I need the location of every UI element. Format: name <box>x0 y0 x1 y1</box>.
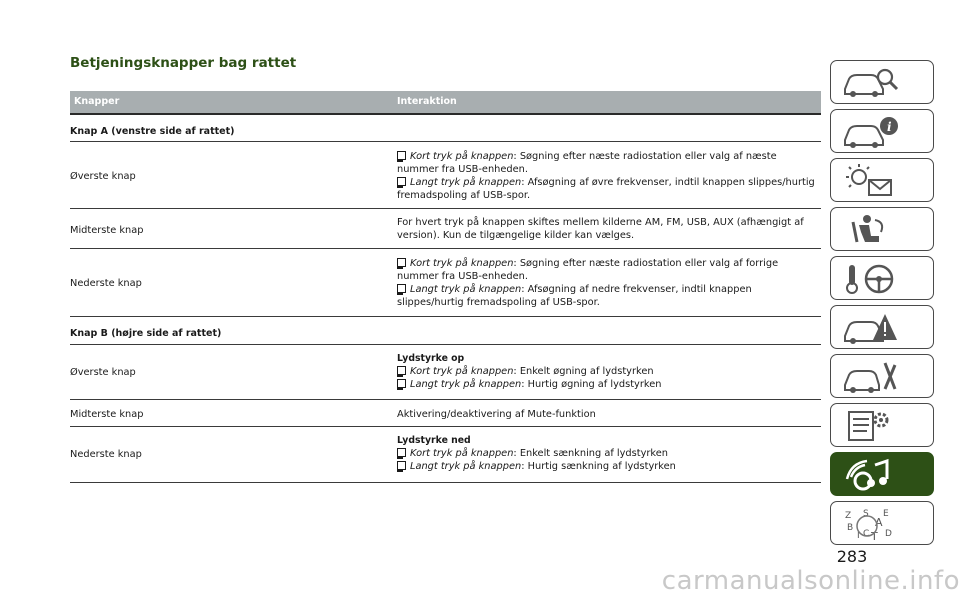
short-press-text: : Søgning efter næste radiostation eller valg af forrige <box>513 258 779 269</box>
long-press-label: Langt tryk på knappen <box>410 461 522 472</box>
long-press-text: : Hurtig øgning af lydstyrken <box>521 379 662 390</box>
index-letter: T <box>871 530 878 542</box>
long-press-label: Langt tryk på knappen <box>410 284 522 295</box>
short-press-label: Kort tryk på knappen <box>410 448 514 459</box>
long-press-label: Langt tryk på knappen <box>410 379 522 390</box>
row-label: Midterste knap <box>70 409 144 420</box>
list-gear-icon <box>841 408 901 444</box>
key-steering-wheel-icon <box>841 261 901 297</box>
short-press-label: Kort tryk på knappen <box>410 258 514 269</box>
long-press-text: : Hurtig sænkning af lydstyrken <box>521 461 676 472</box>
page-title: Betjeningsknapper bag rattet <box>70 55 297 71</box>
row-label: Øverste knap <box>70 171 136 182</box>
index-letter: C <box>863 529 870 539</box>
airbag-seat-icon <box>841 212 901 248</box>
section-label-a: Knap A (venstre side af rattet) <box>70 126 235 137</box>
index-letter: D <box>885 529 892 539</box>
row-interaction <box>397 352 821 391</box>
row-label: Øverste knap <box>70 367 136 378</box>
row-label: Nederste knap <box>70 278 142 289</box>
table-header <box>70 91 821 113</box>
chapter-tab-safety[interactable] <box>830 207 934 251</box>
short-press-label: Kort tryk på knappen <box>410 151 514 162</box>
short-press-label: Kort tryk på knappen <box>410 366 514 377</box>
long-press-text-cont: fremadspoling af USB-spor. <box>397 190 531 201</box>
volume-down-heading: Lydstyrke ned <box>397 435 471 446</box>
chapter-tab-warning-lights[interactable] <box>830 158 934 202</box>
long-press-text: : Afsøgning af øvre frekvenser, indtil knappen slippes/hurtig <box>521 177 815 188</box>
short-press-text: : Enkelt sænkning af lydstyrken <box>513 448 668 459</box>
car-hazard-icon <box>841 310 901 346</box>
section-label-b: Knap B (højre side af rattet) <box>70 328 222 339</box>
column-header-buttons: Knapper <box>74 96 120 107</box>
volume-up-heading: Lydstyrke op <box>397 353 465 364</box>
multimedia-music-icon <box>841 457 901 493</box>
chapter-tab-technical-data[interactable] <box>830 403 934 447</box>
index-letter: I <box>857 531 860 541</box>
interaction-text: For hvert tryk på knappen skiftes mellem kilderne AM, FM, USB, AUX (afhængigt af <box>397 217 804 228</box>
button-symbol-icon <box>397 461 406 470</box>
car-info-icon <box>841 114 901 150</box>
chapter-tab-vehicle-overview[interactable] <box>830 60 934 104</box>
controls-table <box>70 91 821 483</box>
long-press-text-cont: slippes/hurtig fremadspoling af USB-spor. <box>397 297 600 308</box>
button-symbol-icon <box>397 177 406 186</box>
index-letter: E <box>883 509 889 519</box>
row-interaction <box>397 150 821 202</box>
short-press-text: : Søgning efter næste radiostation eller valg af næste <box>513 151 777 162</box>
index-letter: Z <box>845 511 852 521</box>
row-interaction <box>397 216 821 242</box>
row-interaction <box>397 408 821 421</box>
car-tools-icon <box>841 359 901 395</box>
section-row-a <box>70 115 821 142</box>
row-interaction <box>397 257 821 309</box>
button-symbol-icon <box>397 151 406 160</box>
car-search-icon <box>841 65 901 101</box>
button-symbol-icon <box>397 379 406 388</box>
index-letter: B <box>847 523 854 533</box>
row-interaction <box>397 434 821 473</box>
warning-light-message-icon <box>841 163 901 199</box>
index-letter: A <box>875 516 883 529</box>
chapter-tab-starting-driving[interactable] <box>830 256 934 300</box>
interaction-text-cont: version). Kun de tilgængelige kilder kan vælges. <box>397 230 635 241</box>
chapter-tab-index[interactable] <box>830 501 934 545</box>
row-label: Midterste knap <box>70 225 144 236</box>
watermark: carmanualsonline.info <box>661 566 960 596</box>
index-letter: S <box>863 509 869 519</box>
button-symbol-icon <box>397 448 406 457</box>
table-row <box>70 209 821 249</box>
long-press-label: Langt tryk på knappen <box>410 177 522 188</box>
long-press-text: : Afsøgning af nedre frekvenser, indtil knappen <box>521 284 752 295</box>
page-number: 283 <box>836 547 868 566</box>
row-label: Nederste knap <box>70 449 142 460</box>
chapter-tab-multimedia[interactable] <box>830 452 934 496</box>
chapter-tab-emergency[interactable] <box>830 305 934 349</box>
short-press-text-cont: nummer fra USB-enheden. <box>397 271 528 282</box>
table-row <box>70 400 821 427</box>
short-press-text: : Enkelt øgning af lydstyrken <box>513 366 654 377</box>
chapter-tab-servicing[interactable] <box>830 354 934 398</box>
table-row <box>70 427 821 483</box>
table-row <box>70 249 821 317</box>
interaction-text: Aktivering/deaktivering af Mute-funktion <box>397 409 596 420</box>
button-symbol-icon <box>397 258 406 267</box>
chapter-tab-getting-to-know[interactable] <box>830 109 934 153</box>
section-row-b <box>70 317 821 345</box>
column-header-interaction: Interaktion <box>397 96 457 107</box>
table-row <box>70 142 821 209</box>
short-press-text-cont: nummer fra USB-enheden. <box>397 164 528 175</box>
svg-text:i: i <box>887 120 892 134</box>
button-symbol-icon <box>397 284 406 293</box>
button-symbol-icon <box>397 366 406 375</box>
alphabet-index-icon <box>841 506 901 542</box>
table-row <box>70 345 821 400</box>
